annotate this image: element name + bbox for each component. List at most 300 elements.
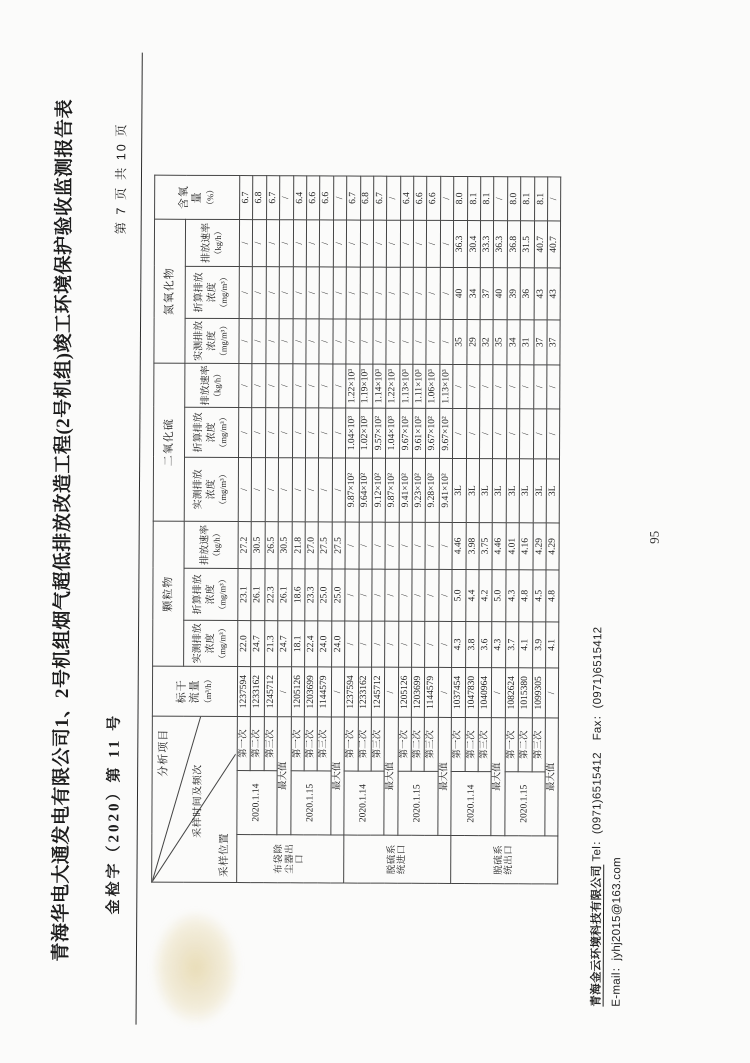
header-pm-rate: 排放速率 （kg/h） [184, 521, 238, 568]
value-cell: / [333, 176, 347, 220]
date-cell: 2020.1.15 [505, 772, 545, 836]
value-cell: / [494, 177, 508, 221]
value-cell: / [493, 409, 507, 459]
value-cell: 26.1 [251, 569, 265, 621]
value-cell: / [400, 319, 414, 364]
value-cell: / [279, 408, 293, 458]
value-cell: / [453, 408, 467, 458]
value-cell: 1.14×10³ [373, 364, 387, 408]
value-cell: 3L [546, 459, 560, 523]
value-cell: / [252, 458, 266, 522]
value-cell: 36.3 [454, 220, 468, 267]
value-cell: 40.7 [534, 221, 548, 268]
value-cell: 3.75 [479, 523, 493, 570]
value-cell: / [253, 267, 267, 319]
value-cell: 1.19×10³ [359, 364, 373, 408]
value-cell: 18.1 [291, 621, 305, 667]
value-cell: 24.0 [318, 621, 332, 667]
header-oxygen-unit: （%） [205, 185, 216, 210]
value-cell: / [385, 667, 399, 717]
value-cell: 4.5 [532, 570, 546, 622]
value-cell: 23.3 [305, 569, 319, 621]
date-cell: 2020.1.15 [398, 771, 438, 835]
value-cell: 5.0 [452, 569, 466, 621]
value-cell: / [360, 267, 374, 319]
value-cell: / [346, 319, 360, 364]
value-cell: 21.8 [292, 522, 306, 569]
value-cell: 3L [493, 459, 507, 523]
value-cell: / [333, 220, 347, 267]
value-cell: 35 [453, 319, 467, 364]
value-cell: 1.22×10³ [346, 364, 360, 408]
value-cell: / [466, 409, 480, 459]
header-oxygen [155, 175, 240, 219]
value-cell: 6.6 [306, 176, 320, 220]
value-cell: 40 [494, 268, 508, 320]
value-cell: 1.11×10³ [413, 364, 427, 408]
corner-label-sampling-site: 采样位置 [218, 832, 231, 878]
value-cell: 9.57×10² [372, 408, 386, 458]
value-cell: 27.2 [238, 522, 252, 569]
value-cell: 30.5 [278, 522, 292, 569]
header-nox-converted: 折算排放浓度 （mg/m³） [185, 266, 239, 318]
value-cell: 8.1 [481, 177, 495, 221]
value-cell: 37 [480, 268, 494, 320]
value-cell: 1.13×10³ [440, 364, 454, 408]
site-label: 脱硫系统出口 [493, 844, 515, 875]
value-cell: 1245712 [371, 667, 385, 717]
value-cell: / [373, 220, 387, 267]
value-cell: / [266, 319, 280, 364]
value-cell: 6.6 [320, 176, 334, 220]
value-cell: 3.9 [532, 622, 546, 668]
value-cell: / [346, 220, 360, 267]
value-cell: / [413, 319, 427, 364]
max-label-cell: 最大值 [438, 717, 452, 835]
value-cell: / [266, 364, 280, 408]
value-cell: / [413, 267, 427, 319]
value-cell: 30.5 [251, 522, 265, 569]
value-cell: / [400, 267, 414, 319]
value-cell: / [425, 522, 439, 569]
value-cell: / [385, 569, 399, 621]
value-cell: 43 [547, 268, 561, 320]
value-cell: 1.06×10³ [426, 364, 440, 408]
value-cell: / [453, 364, 467, 408]
value-cell: 9.64×10² [359, 458, 373, 522]
header-flow-unit: （m³/h） [203, 674, 214, 708]
value-cell: 4.46 [452, 522, 466, 569]
value-cell: 4.29 [533, 523, 547, 570]
value-cell: / [412, 522, 426, 569]
value-cell: 23.1 [238, 569, 252, 621]
table-body [237, 175, 561, 883]
value-cell: / [425, 569, 439, 621]
value-cell: / [279, 364, 293, 408]
value-cell: / [359, 319, 373, 364]
value-cell: / [360, 220, 374, 267]
value-cell: 4.46 [492, 523, 506, 570]
value-cell: 4.4 [465, 570, 479, 622]
value-cell: / [332, 364, 346, 408]
time-cell: 第三次 [317, 717, 331, 771]
value-cell: 1.04×10³ [386, 408, 400, 458]
value-cell: / [386, 267, 400, 319]
header-group-nox: 氮氧化物 [154, 219, 186, 363]
value-cell: / [319, 267, 333, 319]
value-cell: / [439, 522, 453, 569]
value-cell: / [412, 569, 426, 621]
value-cell: / [252, 319, 266, 364]
header-oxygen-label: 含氧量 [177, 185, 204, 210]
header-nox-rate: 排放速率 （kg/h） [185, 219, 239, 266]
value-cell: / [533, 409, 547, 459]
value-cell: / [371, 621, 385, 667]
value-cell: / [253, 220, 267, 267]
value-cell: 1144579 [318, 667, 332, 717]
value-cell: / [440, 319, 454, 364]
value-cell: 8.1 [521, 177, 535, 221]
value-cell: / [427, 220, 441, 267]
value-cell: / [279, 319, 293, 364]
value-cell: / [292, 408, 306, 458]
site-cell [344, 835, 451, 883]
corner-header-cell [152, 716, 238, 882]
value-cell: 40 [453, 267, 467, 319]
value-cell: 25.0 [318, 569, 332, 621]
footer-email: E-mail：jyhj2015@163.com [610, 857, 624, 1007]
value-cell: 1082624 [505, 668, 519, 718]
value-cell: / [266, 267, 280, 319]
header-group-particulate: 颗粒物 [153, 521, 185, 666]
monitoring-table [151, 175, 561, 885]
value-cell: / [358, 569, 372, 621]
value-cell: / [520, 409, 534, 459]
date-cell: 2020.1.14 [344, 771, 384, 835]
value-cell: 1.02×10³ [359, 408, 373, 458]
value-cell: / [399, 522, 413, 569]
value-cell: / [439, 569, 453, 621]
value-cell: / [413, 220, 427, 267]
time-cell: 第二次 [411, 717, 425, 771]
value-cell: 1037454 [452, 667, 466, 717]
value-cell: / [372, 569, 386, 621]
value-cell: 4.16 [519, 523, 533, 570]
value-cell: 6.4 [400, 176, 414, 220]
value-cell: 26.5 [265, 522, 279, 569]
value-cell: 33.3 [480, 221, 494, 268]
value-cell: 8.1 [534, 177, 548, 221]
value-cell: 8.0 [507, 177, 521, 221]
value-cell: / [425, 621, 439, 667]
value-cell: / [345, 569, 359, 621]
value-cell: / [252, 364, 266, 408]
value-cell: / [480, 365, 494, 409]
value-cell: / [507, 365, 521, 409]
value-cell: 34 [467, 267, 481, 319]
value-cell: 1144579 [425, 667, 439, 717]
value-cell: / [305, 408, 319, 458]
value-cell: 4.29 [546, 523, 560, 570]
value-cell: 1233162 [358, 667, 372, 717]
value-cell: 4.3 [452, 621, 466, 667]
value-cell: 24.7 [278, 621, 292, 667]
value-cell: 30.4 [467, 220, 481, 267]
value-cell: 1245712 [264, 667, 278, 717]
value-cell: 4.8 [546, 570, 560, 622]
value-cell: / [398, 569, 412, 621]
value-cell: / [279, 267, 293, 319]
header-nox-measured: 实测排放浓度 （mg/m³） [185, 318, 239, 363]
value-cell: / [332, 408, 346, 458]
value-cell: 9.23×10² [412, 458, 426, 522]
value-cell: / [239, 408, 253, 458]
value-cell: / [319, 458, 333, 522]
value-cell: / [412, 621, 426, 667]
value-cell: / [533, 365, 547, 409]
value-cell: / [548, 177, 562, 221]
value-cell: 1237594 [344, 667, 358, 717]
value-cell: 1015380 [519, 668, 533, 718]
time-cell: 第三次 [425, 717, 439, 771]
value-cell: 36.8 [507, 221, 521, 268]
value-cell: 3.8 [465, 622, 479, 668]
value-cell: / [400, 220, 414, 267]
value-cell: 4.1 [546, 622, 560, 668]
value-cell: 22.3 [265, 569, 279, 621]
value-cell: 9.87×10² [345, 458, 359, 522]
value-cell: 40.7 [547, 221, 561, 268]
time-cell: 第一次 [291, 717, 305, 771]
time-cell: 第一次 [505, 718, 519, 772]
value-cell: 3L [506, 459, 520, 523]
value-cell: 35 [493, 320, 507, 365]
corner-label-analysis-item: 分析项目 [157, 728, 170, 777]
header-so2-measured: 实测排放浓度 （mg/m³） [184, 457, 238, 521]
value-cell: / [438, 621, 452, 667]
value-cell: / [266, 220, 280, 267]
value-cell: / [546, 409, 560, 459]
value-cell: / [373, 319, 387, 364]
site-label: 布袋除尘器出口 [273, 843, 306, 874]
value-cell: 9.41×10² [439, 458, 453, 522]
value-cell: 1047830 [465, 668, 479, 718]
value-cell: / [480, 409, 494, 459]
scan-stain [154, 913, 238, 1023]
value-cell: 5.0 [492, 570, 506, 622]
value-cell: / [292, 364, 306, 408]
value-cell: 3L [452, 458, 466, 522]
value-cell: 1.13×10³ [399, 364, 413, 408]
max-label-cell: 最大值 [491, 718, 505, 836]
value-cell: 6.8 [253, 176, 267, 220]
footer-company: 青海金云环境科技有限公司 [590, 864, 604, 1007]
value-cell: 21.3 [264, 621, 278, 667]
value-cell: / [520, 365, 534, 409]
value-cell: 31 [520, 320, 534, 365]
value-cell: 27.5 [318, 522, 332, 569]
value-cell: / [333, 267, 347, 319]
value-cell: 6.8 [360, 176, 374, 220]
date-cell: 2020.1.14 [451, 771, 491, 835]
header-so2-rate: 排放速率 （kg/h） [185, 363, 239, 407]
value-cell: 43 [534, 268, 548, 320]
value-cell: 1203699 [304, 667, 318, 717]
value-cell: 3.6 [479, 622, 493, 668]
value-cell: / [387, 176, 401, 220]
value-cell: 1233162 [251, 667, 265, 717]
value-cell: / [358, 621, 372, 667]
value-cell: 24.0 [331, 621, 345, 667]
max-label-cell: 最大值 [384, 717, 398, 835]
value-cell: / [493, 365, 507, 409]
value-cell: 4.1 [519, 622, 533, 668]
value-cell: 36 [520, 268, 534, 320]
value-cell: / [332, 458, 346, 522]
header-flow [152, 666, 237, 716]
site-cell [451, 835, 558, 883]
value-cell: / [238, 458, 252, 522]
value-cell: 1205126 [291, 667, 305, 717]
value-cell: / [292, 458, 306, 522]
doc-number: 金检字（2020）第 11 号 [106, 712, 123, 915]
value-cell: / [466, 364, 480, 408]
max-label-cell: 最大值 [331, 717, 345, 835]
max-label-cell: 最大值 [545, 718, 559, 836]
value-cell: 32 [480, 320, 494, 365]
time-cell: 第二次 [518, 718, 532, 772]
value-cell: / [278, 667, 292, 717]
page-indicator: 第 7 页 共 10 页 [113, 122, 129, 235]
date-cell: 2020.1.15 [290, 771, 330, 835]
value-cell: 9.87×10² [386, 458, 400, 522]
time-cell: 第三次 [532, 718, 546, 772]
value-cell: 3.98 [466, 523, 480, 570]
footer-tel-fax: Tel：(0971)6515412 Fax：(0971)6515412 [591, 626, 605, 862]
value-cell: / [345, 621, 359, 667]
value-cell: 1237594 [237, 667, 251, 717]
value-cell: 1099305 [532, 668, 546, 718]
value-cell: / [280, 176, 294, 220]
value-cell: 1.04×10³ [346, 408, 360, 458]
time-cell: 第一次 [237, 717, 251, 771]
value-cell: / [292, 319, 306, 364]
value-cell: 9.61×10² [413, 408, 427, 458]
value-cell: 27.0 [305, 522, 319, 569]
page-number: 95 [646, 530, 662, 544]
time-cell: 第一次 [344, 717, 358, 771]
site-cell [237, 835, 344, 883]
header-flow-label: 标干流量 [175, 679, 202, 704]
value-cell: 3L [533, 459, 547, 523]
value-cell: 3L [479, 459, 493, 523]
value-cell: / [239, 219, 253, 266]
value-cell: / [319, 364, 333, 408]
header-pm-measured: 实测排放浓度 （mg/m³） [184, 620, 238, 666]
value-cell: 31.5 [521, 221, 535, 268]
value-cell: / [306, 267, 320, 319]
footer-contact-line [587, 627, 609, 1007]
corner-label-sampling-time: 采样时间及频次 [192, 764, 204, 838]
value-cell: / [438, 667, 452, 717]
value-cell: / [440, 176, 454, 220]
value-cell: 6.4 [293, 176, 307, 220]
value-cell: 4.2 [479, 570, 493, 622]
time-cell: 第二次 [465, 718, 479, 772]
value-cell: / [239, 266, 253, 318]
table-row-max [545, 177, 561, 884]
date-cell: 2020.1.14 [237, 771, 277, 835]
value-cell: 3.7 [505, 622, 519, 668]
value-cell: 37 [534, 320, 548, 365]
value-cell: 6.6 [427, 176, 441, 220]
value-cell: 27.5 [332, 522, 346, 569]
value-cell: / [293, 220, 307, 267]
value-cell: / [252, 408, 266, 458]
site-label: 脱硫系统进口 [385, 844, 408, 875]
value-cell: / [306, 319, 320, 364]
value-cell: 3L [466, 459, 480, 523]
value-cell: 26.1 [278, 569, 292, 621]
header-rule [136, 53, 143, 1025]
value-cell: 1.22×10³ [386, 364, 400, 408]
value-cell: 9.67×10² [439, 408, 453, 458]
value-cell: 3L [519, 459, 533, 523]
value-cell: 9.28×10² [426, 458, 440, 522]
value-cell: 1040964 [478, 668, 492, 718]
footer [587, 627, 629, 1007]
value-cell: / [265, 458, 279, 522]
value-cell: 34 [507, 320, 521, 365]
value-cell: / [278, 458, 292, 522]
value-cell: / [346, 267, 360, 319]
value-cell: 24.7 [251, 621, 265, 667]
time-cell: 第一次 [398, 717, 412, 771]
value-cell: / [372, 522, 386, 569]
value-cell: 39 [507, 268, 521, 320]
value-cell: 6.6 [414, 176, 428, 220]
header-pm-converted: 折算排放浓度 （mg/m³） [184, 568, 238, 620]
value-cell: 22.0 [238, 621, 252, 667]
time-cell: 第三次 [371, 717, 385, 771]
value-cell: 37 [547, 320, 561, 365]
value-cell: 22.4 [305, 621, 319, 667]
value-cell: / [373, 267, 387, 319]
value-cell: 4.8 [519, 570, 533, 622]
value-cell: 29 [467, 319, 481, 364]
header-so2-converted: 折算排放浓度 （mg/m³） [185, 407, 239, 457]
value-cell: / [492, 668, 506, 718]
value-cell: / [506, 409, 520, 459]
value-cell: / [306, 220, 320, 267]
value-cell: / [293, 267, 307, 319]
value-cell: / [331, 667, 345, 717]
time-cell: 第三次 [478, 718, 492, 772]
time-cell: 第三次 [264, 717, 278, 771]
value-cell: / [426, 319, 440, 364]
value-cell: 1205126 [398, 667, 412, 717]
value-cell: / [385, 522, 399, 569]
time-cell: 第二次 [251, 717, 265, 771]
page-title: 青海华电大通发电有限公司1、2号机组烟气超低排放改造工程(2号机组)竣工环境保护验收监测报告表 [50, 98, 76, 962]
value-cell: / [239, 363, 253, 407]
value-cell: 4.01 [506, 523, 520, 570]
value-cell: 6.7 [347, 176, 361, 220]
value-cell: / [545, 668, 559, 718]
value-cell: / [333, 319, 347, 364]
value-cell: 9.12×10² [372, 458, 386, 522]
value-cell: 6.7 [373, 176, 387, 220]
